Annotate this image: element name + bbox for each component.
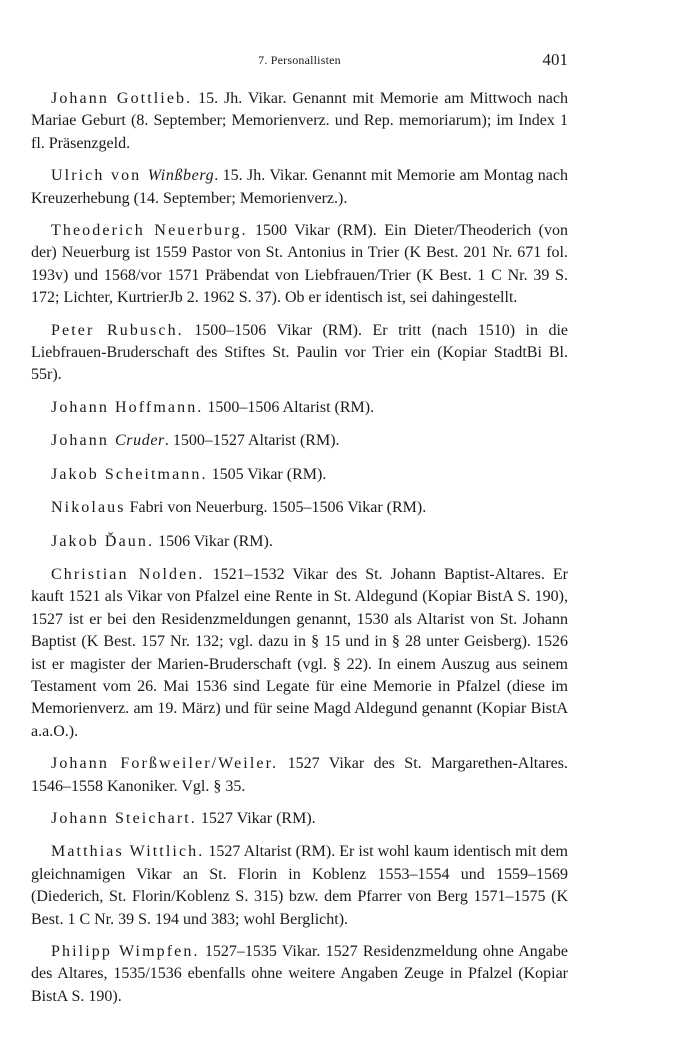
entry-text: 1527–1535 Vikar. 1527 Residenzmeldung ohne Angabe des Altares, 1535/1536 ebenfalls ohne weitere Angaben Zeuge in Pfalzel (Kopiar BistA S. 190).: [31, 943, 568, 1005]
person-name: Nikolaus: [51, 499, 126, 517]
entry-johann-forssweiler: [31, 753, 568, 798]
person-name: Christian Nolden.: [51, 565, 205, 583]
entry-text: 1527 Altarist (RM). Er ist wohl kaum identisch mit dem gleichnamigen Vikar an St. Florin in Koblenz 1553–1554 und 1559–1569 (Diederich, St. Florin/Koblenz S. 315) bzw. dem Pfarrer von Berg 1571–1575 (K Best. 1 C Nr. 39 S. 194 und 383; wohl Berglicht).: [31, 843, 569, 928]
person-name: Jakob Scheitmann.: [51, 465, 208, 483]
entry-christian-nolden: [31, 564, 568, 743]
person-name: Ulrich von: [51, 167, 148, 185]
running-title: 7. Personallisten: [258, 53, 341, 67]
person-name: Theoderich Neuerburg.: [51, 222, 248, 240]
entry-text: 1500–1506 Vikar (RM). Er tritt (nach 1510) in die Liebfrauen-Bruderschaft des Stiftes St. Paulin vor Trier ein (Kopiar StadtBi Bl. 55r).: [31, 321, 569, 384]
person-name: Johann: [51, 432, 116, 450]
entry-johann-gottlieb: [31, 88, 568, 155]
entry-text: . 1500–1527 Altarist (RM).: [164, 432, 340, 450]
entry-text: 1505 Vikar (RM).: [207, 465, 327, 483]
person-name: Johann Hoffmann.: [51, 398, 204, 416]
entry-ulrich-von-winssberg: [31, 165, 568, 210]
entry-johann-cruder: [31, 430, 568, 452]
entry-theoderich-neuerburg: [31, 220, 568, 310]
person-name: Philipp Wimpfen.: [51, 943, 200, 960]
entry-text: 1521–1532 Vikar des St. Johann Baptist-Altares. Er kauft 1521 als Vikar von Pfalzel eine Rente in St. Aldegund (Kopiar BistA S. 190), 1527 ist er bei den Residenzmeldungen genannt, 1530 als Altarist von St. Johann Baptist (K Best. 157 Nr. 132; vgl. dazu in § 15 und in § 28 unter Geisberg). 1526 ist er magister der Marien-Bruderschaft (vgl. § 22). In einem Auszug aus seinem Testament vom 26. Mai 1536 sind Legate für eine Memorie in Pfalzel (diese im Memorienverz. am 19. März) und für seine Magd Aldegund genannt (Kopiar BistA a.a.O.).: [31, 565, 568, 740]
person-name: Peter Rubusch.: [51, 321, 184, 339]
entry-johann-hoffmann: [31, 397, 568, 419]
entry-peter-rubusch: [31, 320, 568, 387]
entry-text: 1506 Vikar (RM).: [154, 532, 273, 550]
running-head: [31, 50, 568, 72]
entry-text: 1527 Vikar des St. Margarethen-Altares. 1546–1558 Kanoniker. Vgl. § 35.: [31, 755, 569, 795]
person-name: Jakob Ďaun.: [51, 532, 155, 550]
entry-johann-steichart: [31, 808, 568, 830]
entry-text: . 15. Jh. Vikar. Genannt mit Memorie am Montag nach Kreuzerhebung (14. September; Memorienverz.).: [31, 167, 568, 207]
entry-text: 1500 Vikar (RM). Ein Dieter/Theoderich (von der) Neuerburg ist 1559 Pastor von St. Antonius in Trier (K Best. 201 Nr. 671 fol. 193v) und 1568/vor 1571 Präbendat von Liebfrauen/Trier (K Best. 1 C Nr. 39 S. 172; Lichter, KurtrierJb 2. 1962 S. 37). Ob er identisch ist, sei dahingestellt.: [31, 222, 568, 307]
entry-text: 1527 Vikar (RM).: [196, 809, 316, 827]
entry-jakob-daun: [31, 531, 568, 553]
person-name: Johann Gottlieb.: [51, 90, 193, 107]
entry-text: 15. Jh. Vikar. Genannt mit Memorie am Mittwoch nach Mariae Geburt (8. September; Memorienverz. und Rep. memoriarum); im Index 1 fl. Präsenzgeld.: [31, 90, 568, 152]
entry-philipp-wimpfen: [31, 941, 568, 1008]
person-name: Matthias Wittlich.: [51, 843, 205, 861]
entry-jakob-scheitmann: [31, 464, 568, 486]
person-name-italic: Winßberg: [147, 167, 215, 185]
entry-nikolaus-fabri: [31, 497, 568, 519]
entry-matthias-wittlich: [31, 841, 568, 931]
entry-text: Fabri von Neuerburg. 1505–1506 Vikar (RM).: [125, 499, 427, 517]
page-number: 401: [542, 50, 568, 69]
body-text: [31, 88, 568, 1018]
person-name: Johann Forßweiler/Weiler.: [51, 755, 279, 773]
person-name-italic: Cruder: [115, 432, 165, 450]
person-name: Johann Steichart.: [51, 809, 197, 827]
entry-text: 1500–1506 Altarist (RM).: [203, 398, 375, 416]
